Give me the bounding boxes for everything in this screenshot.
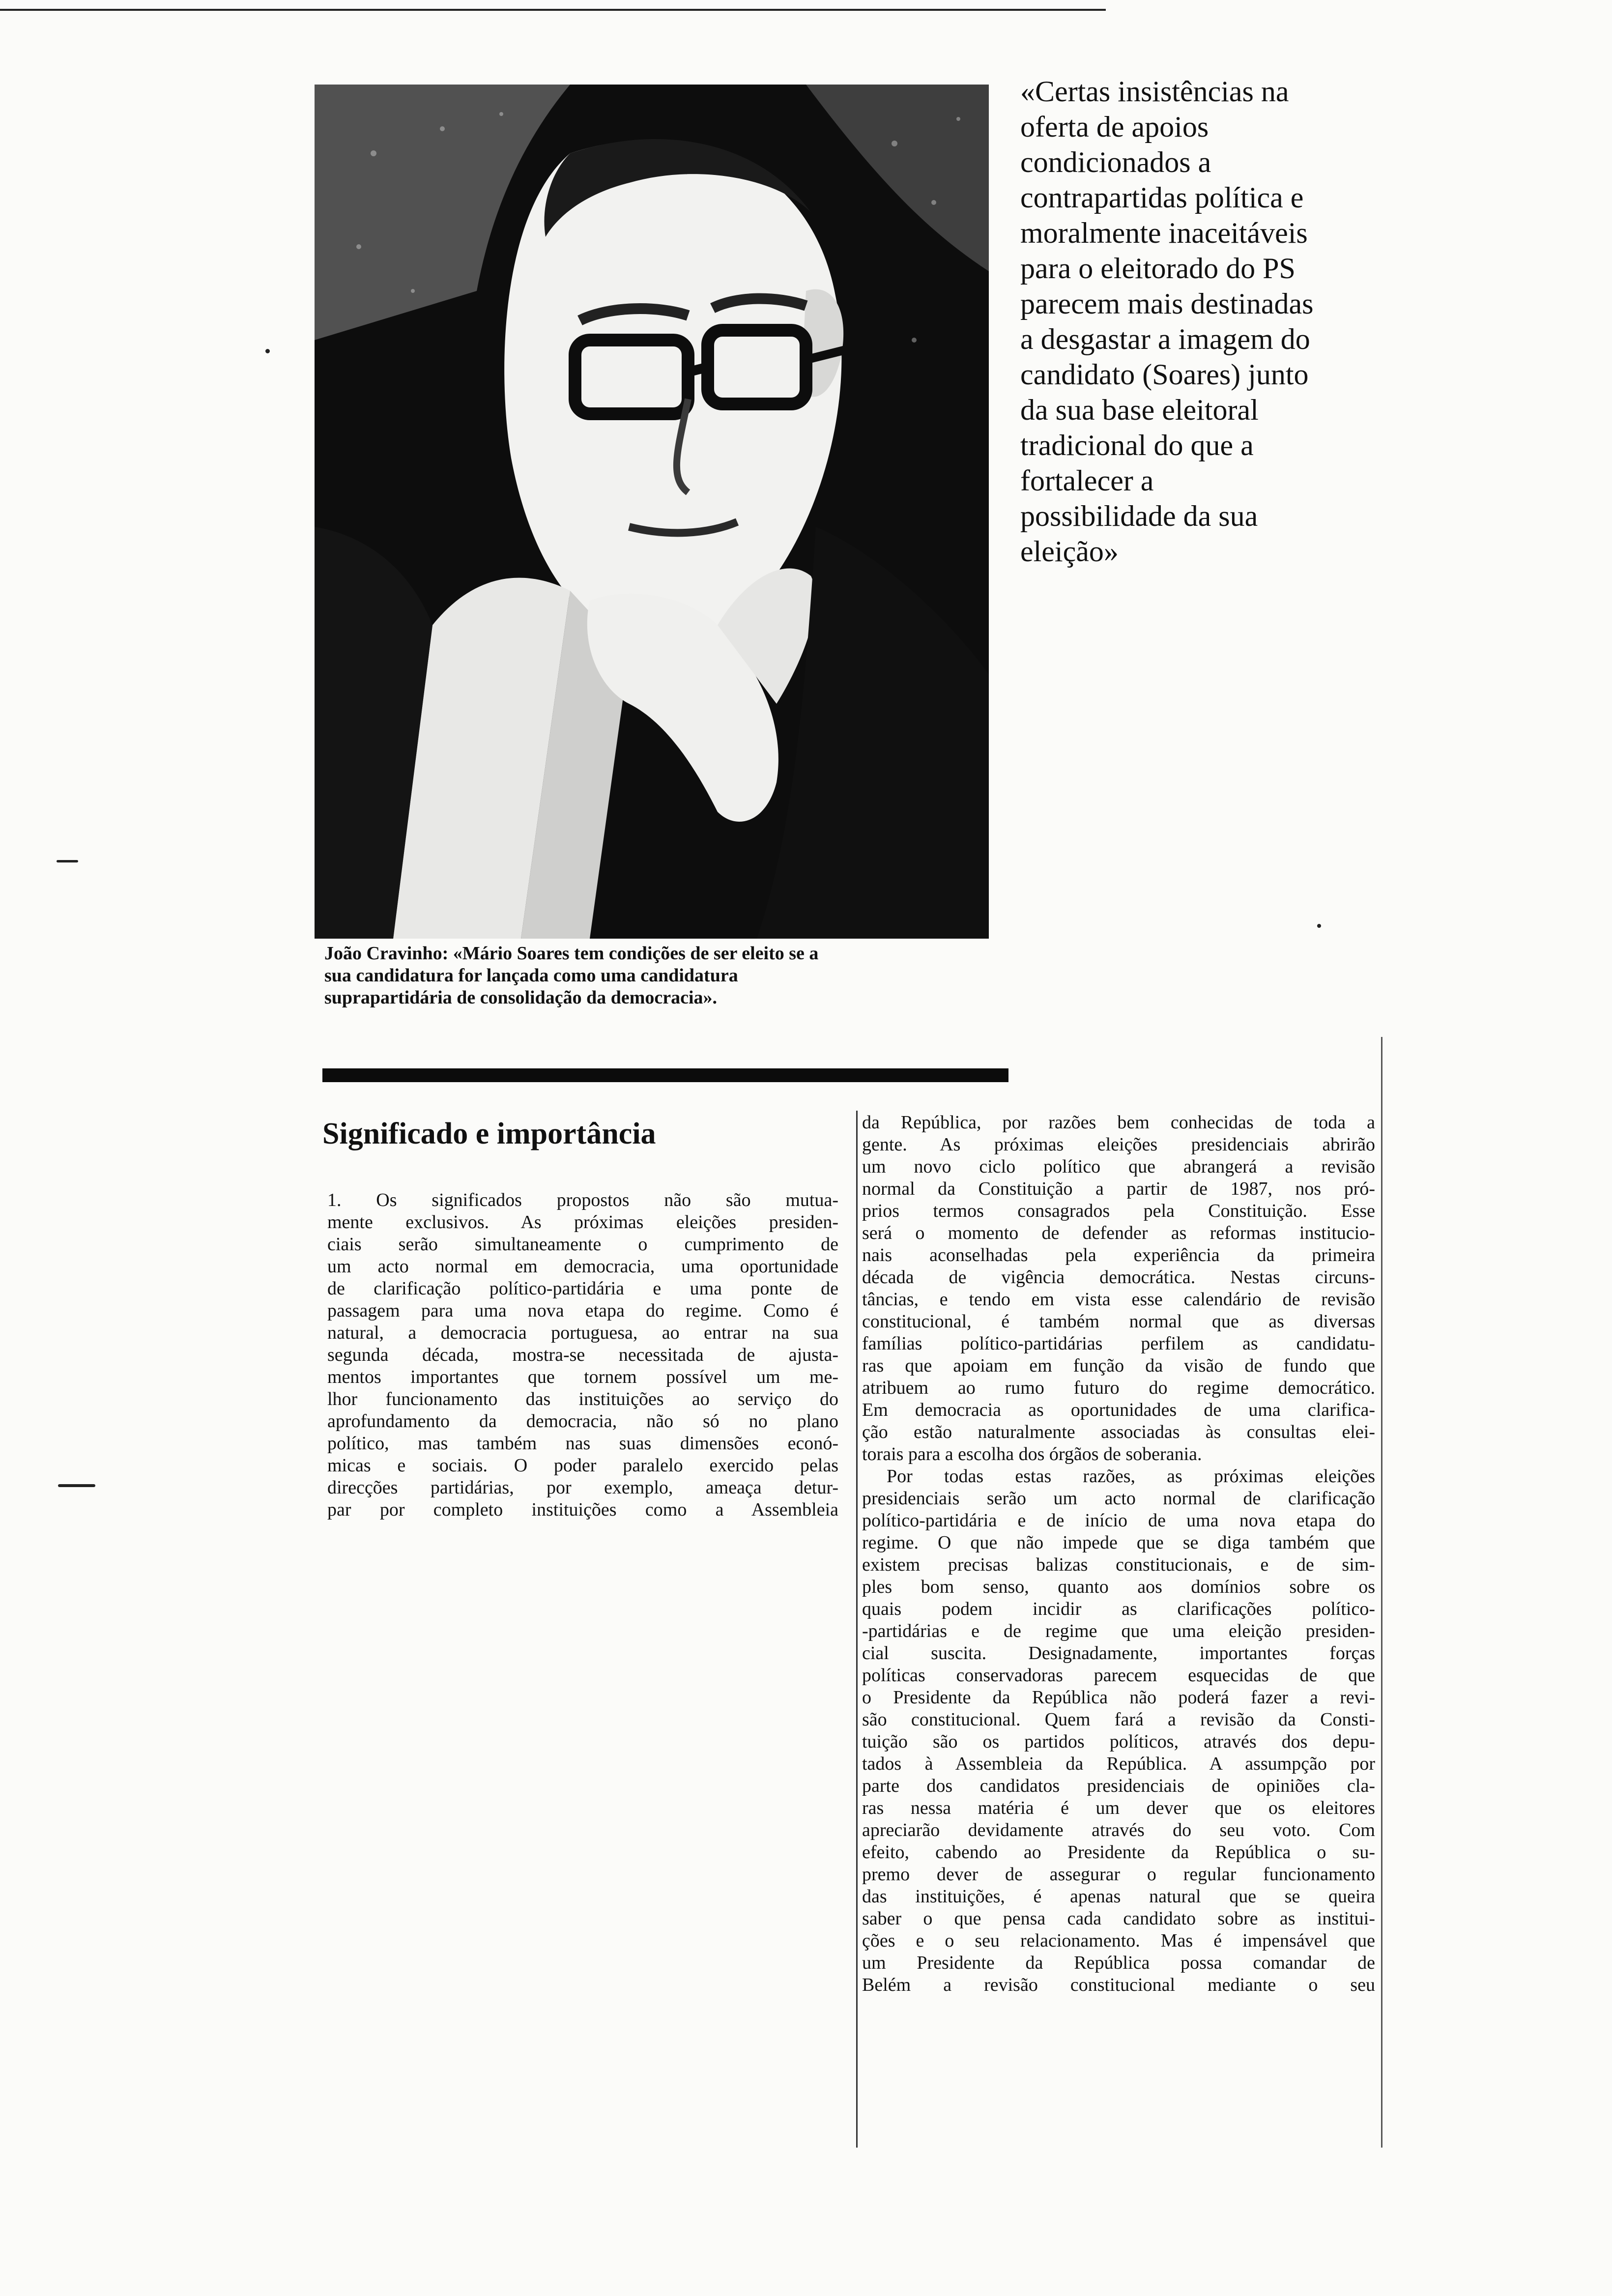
pull-quote-line: candidato (Soares) junto [1020,358,1309,391]
column-1-line: natural, a democracia portuguesa, ao entrar na sua [327,1322,838,1343]
pull-quote-line: a desgastar a imagem do [1020,323,1310,355]
portrait-photo [315,85,989,939]
column-2-line: -partidárias e de regime que uma eleição presiden- [862,1621,1375,1641]
column-1-line: par por completo instituições como a Assembleia [327,1499,838,1520]
column-2-line: da República, por razões bem conhecidas de toda a [862,1112,1375,1133]
column-2-line: Belém a revisão constitucional mediante o seu [862,1975,1375,1995]
column-1-line: passagem para uma nova etapa do regime. Como é [327,1300,838,1321]
scan-speck [57,860,78,862]
column-2-line: premo dever de assegurar o regular funcionamento [862,1864,1375,1885]
pull-quote-line: da sua base eleitoral [1020,394,1259,426]
column-2-line: cial suscita. Designadamente, importantes forças [862,1643,1375,1664]
pull-quote-line: fortalecer a [1020,464,1154,497]
column-1-line: aprofundamento da democracia, não só no plano [327,1411,838,1432]
column-2-line: o Presidente da República não poderá fazer a revi- [862,1687,1375,1708]
column-2-line: normal da Constituição a partir de 1987, nos pró- [862,1178,1375,1199]
column-2-line: presidenciais serão um acto normal de clarificação [862,1488,1375,1509]
top-rule [0,9,1106,11]
caption-line: sua candidatura for lançada como uma candidatura [324,965,738,986]
pull-quote-line: condicionados a [1020,146,1211,178]
column-1-line: micas e sociais. O poder paralelo exercido pelas [327,1455,838,1476]
column-2-line: efeito, cabendo ao Presidente da República o su- [862,1842,1375,1863]
column-2-line: Em democracia as oportunidades de uma clarifica- [862,1400,1375,1420]
column-2-line: tâncias, e tendo em vista esse calendário de revisão [862,1289,1375,1310]
column-2-line: existem precisas balizas constitucionais, e de sim- [862,1554,1375,1575]
column-1-line: de clarificação político-partidária e uma ponte de [327,1278,838,1299]
column-2-line: ção estão naturalmente associadas às consultas elei- [862,1422,1375,1442]
column-2-line: tados à Assembleia da República. A assumpção por [862,1753,1375,1774]
column-1-line: mente exclusivos. As próximas eleições presiden- [327,1212,838,1233]
section-divider-bar [322,1068,1008,1082]
column-2-line: saber o que pensa cada candidato sobre as institui- [862,1908,1375,1929]
column-2-line: gente. As próximas eleições presidenciais abrirão [862,1134,1375,1155]
column-2-line: ras nessa matéria é um dever que os eleitores [862,1798,1375,1818]
photo-caption [324,943,1042,1009]
article-column-1 [327,1189,838,1521]
column-1-line: segunda década, mostra-se necessitada de ajusta- [327,1345,838,1365]
column-2-line: regime. O que não impede que se diga também que [862,1532,1375,1553]
pull-quote-line: oferta de apoios [1020,111,1209,143]
pull-quote-line: parecem mais destinadas [1020,287,1314,320]
column-2-line: prios termos consagrados pela Constituição. Esse [862,1201,1375,1221]
column-2-line: tuição são os partidos políticos, através dos depu- [862,1731,1375,1752]
column-1-line: direcções partidárias, por exemplo, ameaça detur- [327,1477,838,1498]
column-1-line: 1. Os significados propostos não são mutua- [327,1190,838,1210]
column-2-line: quais podem incidir as clarificações político- [862,1599,1375,1619]
pull-quote-line: para o eleitorado do PS [1020,252,1295,285]
section-headline: Significado e importância [322,1117,656,1150]
column-2-line: são constitucional. Quem fará a revisão da Consti- [862,1709,1375,1730]
column-2-line: será o momento de defender as reformas institucio- [862,1223,1375,1243]
portrait-photo-graphic [315,85,989,939]
pull-quote-line: tradicional do que a [1020,429,1254,461]
column-2-line: nais aconselhadas pela experiência da primeira [862,1245,1375,1265]
column-2-line: um Presidente da República possa comandar de [862,1952,1375,1973]
pull-quote-line: eleição» [1020,535,1119,568]
pull-quote [1020,74,1384,569]
column-2-line: década de vigência democrática. Nestas circuns- [862,1267,1375,1288]
column-2-line: Por todas estas razões, as próximas eleições [887,1466,1375,1487]
column-1-line: um acto normal em democracia, uma oportunidade [327,1256,838,1277]
column-2-line: político-partidária e de início de uma nova etapa do [862,1510,1375,1531]
column-2-line: torais para a escolha dos órgãos de soberania. [862,1444,1202,1464]
scan-speck [265,349,270,353]
column-2-line: apreciarão devidamente através do seu voto. Com [862,1820,1375,1840]
column-2-line: das instituições, é apenas natural que se queira [862,1886,1375,1907]
column-2-line: constitucional, é também normal que as diversas [862,1311,1375,1332]
column-2-line: políticas conservadoras parecem esquecidas de que [862,1665,1375,1686]
column-1-line: ciais serão simultaneamente o cumprimento de [327,1234,838,1255]
pull-quote-line: «Certas insistências na [1020,75,1289,108]
scan-speck [58,1484,95,1487]
column-1-line: político, mas também nas suas dimensões econó- [327,1433,838,1454]
pull-quote-line: contrapartidas política e [1020,181,1304,214]
column-2-line: atribuem ao rumo futuro do regime democrático. [862,1378,1375,1398]
pull-quote-line: possibilidade da sua [1020,500,1258,532]
column-1-line: mentos importantes que tornem possível um me- [327,1367,838,1387]
caption-line: suprapartidária de consolidação da democracia». [324,987,718,1008]
column-2-line: um novo ciclo político que abrangerá a revisão [862,1156,1375,1177]
scan-speck [1317,924,1321,928]
column-rule [856,1111,858,2148]
column-2-line: parte dos candidatos presidenciais de opiniões cla- [862,1776,1375,1796]
column-1-line: lhor funcionamento das instituições ao serviço do [327,1389,838,1409]
column-2-line: ções e o seu relacionamento. Mas é impensável que [862,1930,1375,1951]
article-column-2 [862,1112,1375,1996]
column-2-line: ples bom senso, quanto aos domínios sobre os [862,1577,1375,1597]
caption-line: João Cravinho: «Mário Soares tem condições de ser eleito se a [324,943,819,964]
column-2-line: ras que apoiam em função da visão de fundo que [862,1355,1375,1376]
pull-quote-line: moralmente inaceitáveis [1020,217,1308,249]
column-rule [1381,1037,1382,2148]
column-2-line: famílias político-partidárias perfilem as candidatu- [862,1333,1375,1354]
